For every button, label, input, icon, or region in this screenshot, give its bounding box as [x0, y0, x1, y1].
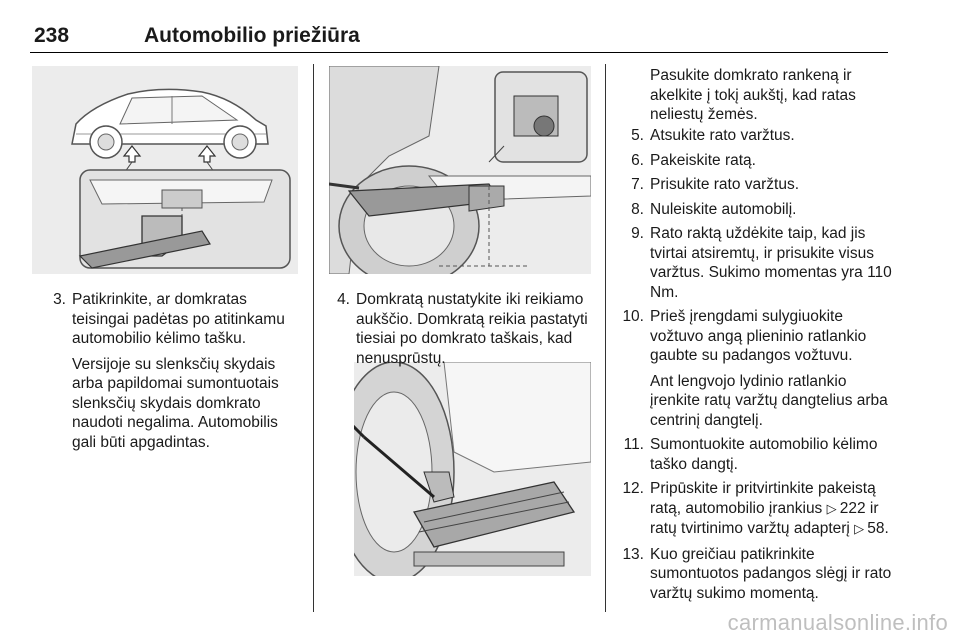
list-item [616, 479, 896, 540]
page-header [30, 18, 888, 53]
list-item [616, 200, 896, 220]
list-item [616, 126, 896, 146]
step-note: Versijoje su slenksčių skydais arba papildomai sumontuotais slenksčių skydais domkrato naudoti negalima. Automobilis gali būti apgadintas. [72, 355, 279, 451]
step-number: 9. [631, 225, 644, 242]
car-jacking-points-figure [32, 66, 298, 274]
step-text: Sumontuokite automobilio kėlimo taško dangtį. [650, 436, 878, 473]
jack-crank-figure [354, 362, 591, 576]
step-text: Pakeiskite ratą. [650, 151, 756, 169]
step-text: Patikrinkite, ar domkratas teisingai padėtas po atitinkamu automobilio kėlimo tašku. [72, 291, 285, 347]
step-text: Prieš įrengdami sulygiuokite vožtuvo angą plieninio ratlankio gaubte su padangos vožtuvu. [650, 308, 867, 364]
list-item [616, 435, 896, 474]
step-text: Rato raktą uždėkite taip, kad jis tvirtai atsiremtų, ir prisukite visus varžtus. Sukimo momentas yra 110 Nm. [650, 225, 892, 301]
page-reference-link[interactable]: 58 [867, 520, 885, 537]
list-item [322, 290, 600, 368]
list-item [616, 545, 896, 604]
step-number: 11. [623, 436, 644, 453]
chapter-title: Automobilio priežiūra [144, 24, 360, 47]
step-number: 6. [631, 151, 644, 169]
step-number: 13. [622, 545, 644, 563]
watermark: carmanualsonline.info [727, 610, 948, 635]
step-number: 10. [622, 308, 644, 325]
page-number: 238 [34, 24, 70, 47]
step-number: 4. [337, 291, 350, 308]
left-column-steps [38, 290, 306, 457]
page-reference-arrow-icon: ▷ [854, 522, 865, 537]
jack-under-car-figure [329, 66, 591, 274]
list-item [616, 151, 896, 171]
step-number: 5. [631, 127, 644, 144]
step-text: Atsukite rato varžtus. [650, 127, 795, 144]
step-number: 3. [53, 291, 66, 308]
list-item [616, 307, 896, 430]
step-number: 12. [622, 480, 644, 497]
column-divider [313, 64, 314, 612]
step-text: Domkratą nustatykite iki reikiamo aukščio. Domkratą reikia pastatyti tiesiai po domkrato taškais, kad nenusprūstų. [356, 291, 588, 367]
step-note: Ant lengvojo lydinio ratlankio įrenkite ratų varžtų dangtelius arba centrinį dangtelį. [650, 372, 888, 429]
step-text: Pripūskite ir pritvirtinkite pakeistą ratą, automobilio įrankius ▷ 222 ir ratų tvirtinimo varžtų adapterį ▷ 58. [650, 480, 889, 537]
list-item [616, 175, 896, 195]
right-column-steps [616, 126, 896, 608]
step-text: Nuleiskite automobilį. [650, 200, 797, 218]
page-reference-link[interactable]: 222 [839, 499, 866, 517]
step-text: Prisukite rato varžtus. [650, 176, 800, 193]
list-item [616, 224, 896, 302]
step-text: Kuo greičiau patikrinkite sumontuotos padangos slėgį ir rato varžtų sukimo momentą. [650, 545, 892, 602]
step-continuation: Pasukite domkrato rankeną ir akelkite į tokį aukštį, kad ratas neliestų žemės. [650, 67, 856, 123]
column-divider [605, 64, 606, 612]
middle-column-steps [322, 290, 600, 373]
list-item [38, 290, 306, 452]
page-reference-arrow-icon: ▷ [826, 501, 837, 517]
step-number: 7. [631, 176, 644, 193]
step-number: 8. [631, 200, 644, 218]
